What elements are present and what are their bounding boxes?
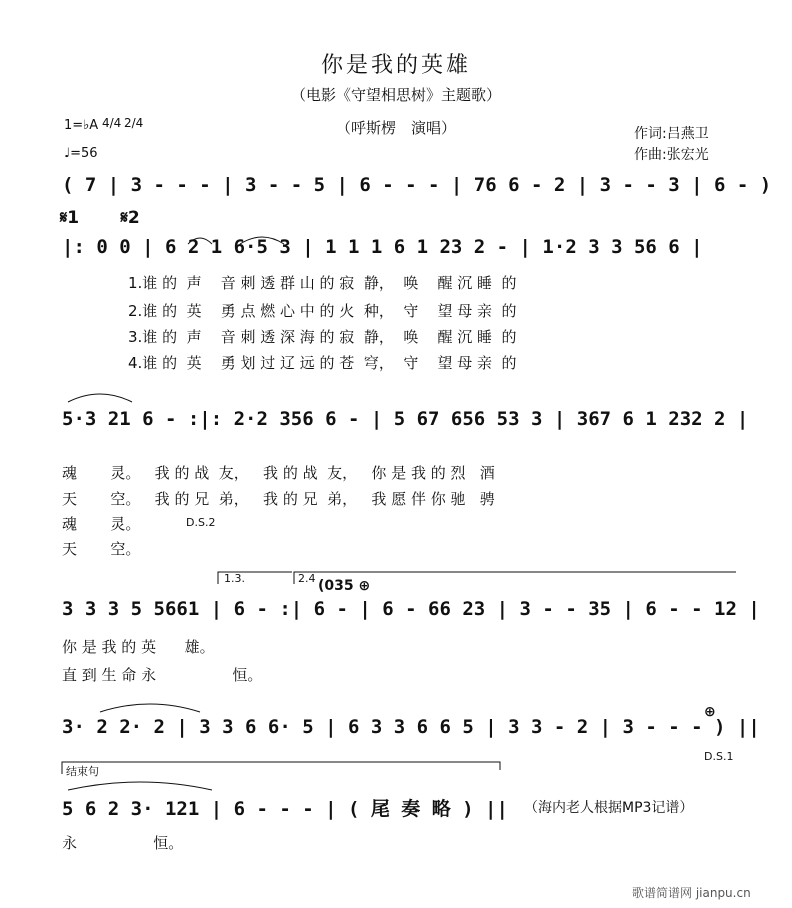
notation-line-6: 5 6 2 3· 121 | 6 - - - | ( 尾 奏 略 ) || (62, 798, 508, 820)
ending-bracket (62, 762, 500, 774)
slur-4 (100, 704, 200, 712)
slur-5 (68, 782, 212, 790)
lyric-line-6: 永 恒。 (62, 834, 184, 852)
notation-line-4: 3 3 3 5 5661 | 6 - :| 6 - | 6 - 66 23 | 3 - - 35 | 6 - - 12 | (62, 598, 760, 620)
segno-marks: 𝄋1 𝄋2 (60, 208, 140, 228)
dal-segno-1: D.S.1 (704, 750, 734, 763)
notation-line-5: 3· 2 2· 2 | 3 3 6 6· 5 | 6 3 3 6 6 5 | 3 3 - 2 | 3 - - - ) || (62, 716, 760, 738)
lyric-line-3a: 魂 灵。 我 的 战 友， 我 的 战 友， 你 是 我 的 烈 酒 (62, 464, 495, 482)
volta-2-label: 2.4 (298, 572, 316, 585)
song-subtitle: （电影《守望相思树》主题歌） (290, 86, 501, 104)
key-signature: 1=♭A (64, 118, 99, 133)
time-signature-b: 2/4 (124, 116, 144, 130)
ending-label: 结束句 (66, 765, 99, 778)
volta-1-label: 1.3. (224, 572, 245, 585)
time-signature-a: 4/4 (102, 116, 122, 130)
pickup-and-coda: (035 ⊕ (318, 578, 371, 594)
lyric-verse-4: 4.谁 的 英 勇 划 过 辽 远 的 苍 穹， 守 望 母 亲 的 (128, 354, 517, 372)
slur-2 (240, 237, 284, 244)
watermark: 歌谱简谱网 jianpu.cn (632, 886, 751, 900)
tempo-marking: ♩=56 (64, 146, 98, 161)
notation-line-1: ( 7 | 3 - - - | 3 - - 5 | 6 - - - | 76 6 - 2 | 3 - - 3 | 6 - ) (62, 174, 772, 196)
volta-1-bracket (218, 572, 292, 584)
composer-credit: 作曲:张宏光 (634, 147, 709, 163)
slur-1 (188, 238, 212, 244)
notation-line-2: |: 0 0 | 6 2 1 6·5 3 | 1 1 1 6 1 23 2 - | 1·2 3 3 56 6 | (62, 236, 703, 258)
lyric-line-4b: 直 到 生 命 永 恒。 (62, 666, 263, 684)
volta-2-bracket (294, 572, 736, 584)
song-title: 你是我的英雄 (320, 53, 471, 78)
coda-sign: ⊕ (704, 704, 716, 720)
lyricist-credit: 作词:吕燕卫 (634, 126, 709, 142)
lyric-line-3c: 魂 灵。 (62, 515, 141, 533)
lyric-verse-2: 2.谁 的 英 勇 点 燃 心 中 的 火 种， 守 望 母 亲 的 (128, 302, 517, 320)
lyric-line-4a: 你 是 我 的 英 雄。 (62, 638, 215, 656)
transcriber-note: （海内老人根据MP3记谱） (524, 800, 694, 816)
dal-segno-2: D.S.2 (186, 516, 216, 529)
lyric-line-3d: 天 空。 (62, 540, 141, 558)
notation-line-3: 5·3 21 6 - :|: 2·2 356 6 - | 5 67 656 53 3 | 367 6 1 232 2 | (62, 408, 749, 430)
slur-3 (68, 394, 132, 402)
lyric-verse-1: 1.谁 的 声 音 刺 透 群 山 的 寂 静， 唤 醒 沉 睡 的 (128, 274, 517, 292)
lyric-line-3b: 天 空。 我 的 兄 弟， 我 的 兄 弟， 我 愿 伴 你 驰 骋 (62, 490, 495, 508)
lyric-verse-3: 3.谁 的 声 音 刺 透 深 海 的 寂 静， 唤 醒 沉 睡 的 (128, 328, 517, 346)
singer-credit: （呼斯楞 演唱） (335, 119, 456, 137)
